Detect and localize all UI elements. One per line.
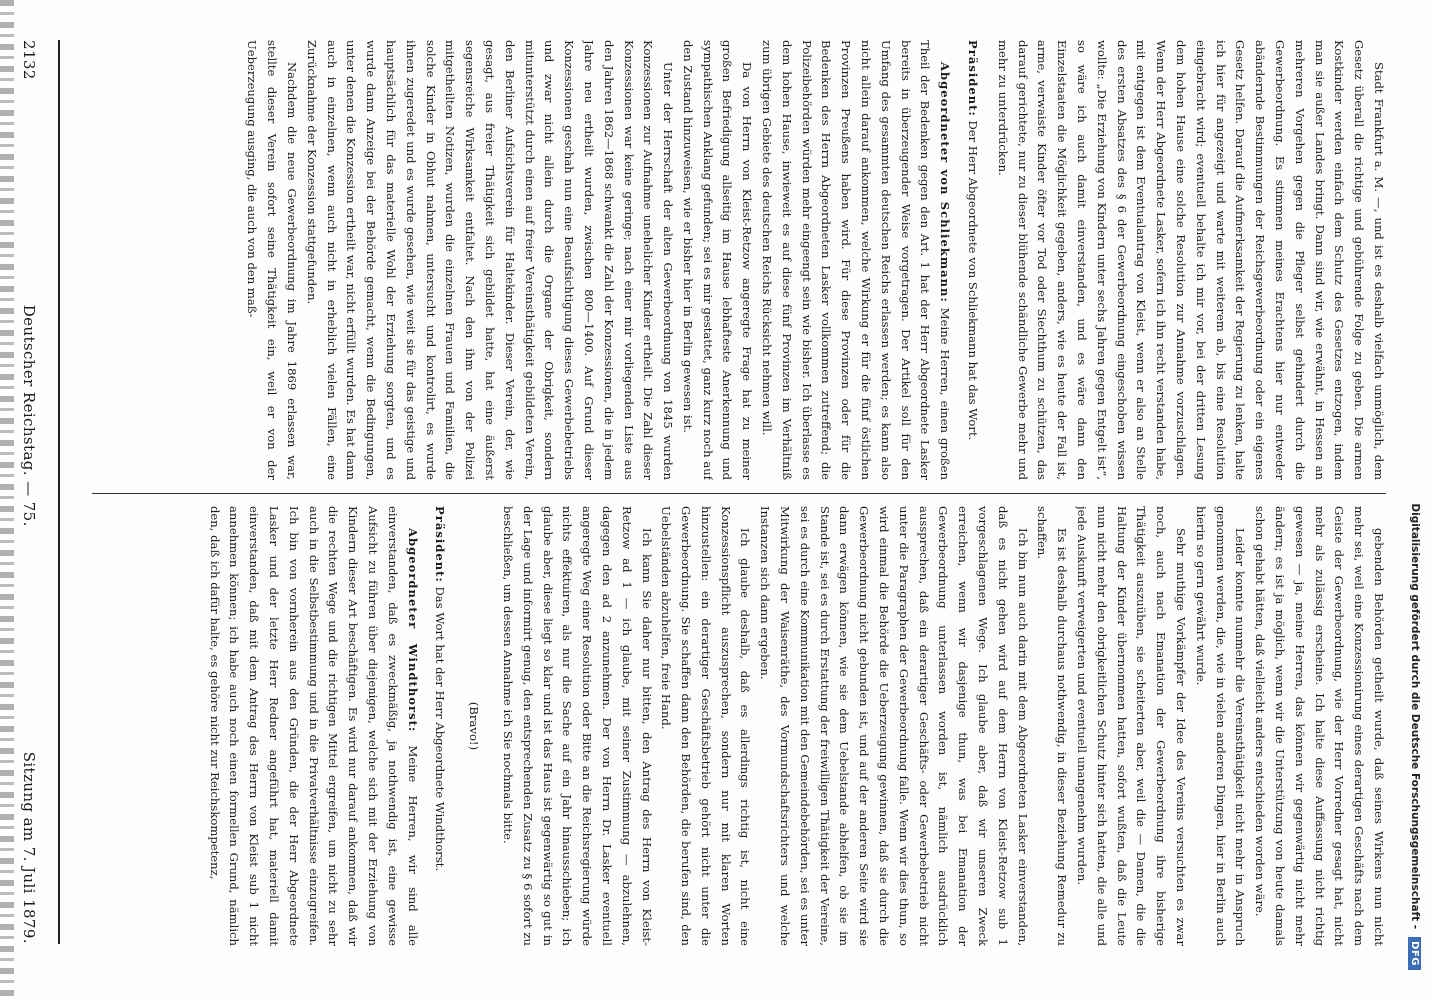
paragraph: gebenden Behörden getheilt wurde, daß seines Wirkens nun nicht mehr sei, weil eine Konzessionirung eines derartigen Geschäfts nach dem Geiste der Gewerbeordnung, wie der Herr Vorredner gesagt hat, nicht mehr als zulässig erscheine. Ich halte diese Auffassung nicht richtig gewesen — ja, meine Herren, das können wir gegenwärtig nicht mehr ändern; es ist ja möglich, wenn wir die Unterstützung von heute damals schon gehabt hätten, daß vielleicht anders entschieden worden wäre. xyxy=(1253,506,1386,946)
page-number: 2132 xyxy=(20,40,38,80)
right-column xyxy=(86,506,1388,946)
speech-text: Meine Herren, einen großen Theil der Bedenken gegen den Art. 1 hat der Herr Abgeordnete Lasker bereits in überzeugender Weise vorgetragen. Der Artikel soll für den Umfang des gesammten deutschen Reichs erlassen werden; es kann also nicht allein darauf ankommen, welche Wirkung er für die fünf östlichen Provinzen Preußens haben wird. Für diese Provinzen oder für die Bedenken des Herrn Abgeordneten Lasker vollkommen zutreffend; die Polizeibehörden würden mehr eingeengt sein wie bisher. Ich überlasse es dem hohen Hause, inwieweit es auf diese fünf Provinzen im Verhältniß zum übrigen Gebiete des deutschen Reichs Rücksicht nehmen will. xyxy=(760,40,953,480)
president-text: Das Wort hat der Herr Abgeordnete Windthorst. xyxy=(433,586,448,872)
paragraph: Leider konnte nunmehr die Vereinsthätigkeit nicht mehr in Anspruch genommen werden, die, wie in vielen anderen Dingen, hier in Berlin auch hierin so gern gewährt wurde. xyxy=(1193,506,1248,946)
applause-note: (Bravo!) xyxy=(467,701,482,751)
speaker-label: Abgeordneter von Schliekmann: xyxy=(938,62,953,303)
dfg-logo-icon: DFG xyxy=(1409,937,1422,970)
president-text: Der Herr Abgeordnete von Schliekmann hat das Wort. xyxy=(966,120,981,441)
president-note xyxy=(962,40,982,480)
publication-title: Deutscher Reichstag. — 75. xyxy=(20,304,38,527)
digitization-credit xyxy=(1402,330,1428,970)
paragraph: Ich bin nun auch darin mit dem Abgeordneten Lasker einverstanden, daß es nicht gehen wird auf dem Herrn von Kleist-Retzow sub 1 vorgeschlagenen Wege. Ich glaube aber, daß wir unseren Zweck erreichen, wenn wir dasjenige thun, was bei Emanation der Gewerbeordnung unterlassen worden ist, nämlich ausdrücklich aussprechen, daß ein derartiger Geschäfts- oder Gewerbebetrieb nicht unter die Paragraphen der Gewerbeordnung falle. Wenn wir dies thun, so wird einmal die Behörde die Ueberzeugung gewinnen, daß sie durch die Gewerbeordnung nicht gebunden ist, und auf der anderen Seite wird sie dann erwägen können, wie sie dem Uebelstande abhelfen, ob sie im Stande ist, sei es durch Erstattung der freiwilligen Thätigkeit der Vereine, sei es durch eine Kommunikation mit den Gemeindebehörden, sei es unter Mitwirkung der Waisenräthe, des Vormundschaftsrichters und welche Instanzen sich dann ergeben. xyxy=(758,506,1030,946)
paragraph: Unter der Herrschaft der alten Gewerbeordnung von 1845 wurden Konzessionen zur Aufnahme unehelicher Kinder ertheilt. Die Zahl dieser Konzessionen war keine geringe; nach einer mir vorliegenden Liste aus den Jahren 1862—1868 schwankt die Zahl der Konzessionen, die in jedem Jahre neu ertheilt wurden, zwischen 800—1400. Auf Grund dieser Konzessionen geschah nun eine Beaufsichtigung dieses Gewerbebetriebs und zwar nicht allein durch die Organe der Obrigkeit, sondern mitunterstützt durch einen auf freier Vereinsthätigkeit gebildeten Verein, den Berliner Aufsichtsverein für Haltekinder. Dieser Verein, der, wie gesagt, aus freier Thätigkeit sich gebildet hatte, hat eine äußerst segensreiche Wirksamkeit entfaltet. Nach den ihm von der Polizei mitgetheilten Notizen, wurden die einzelnen Frauen und Familien, die solche Kinder in Obhut nahmen, untersucht und kontrolirt, es wurde ihnen zugeredet und es wurde gesehen, wie weit sie für das geistige und hauptsächlich für das materielle Wohl der Erziehung sorgten, und es wurde dann Anzeige bei der Behörde gemacht, wenn die Bedingungen, unter denen die Konzession ertheilt war, nicht erfüllt wurden. Es hat dann auch in einzelnen, wenn auch nicht in erheblich vielen Fällen, eine Zurücknahme der Konzession stattgefunden. xyxy=(304,40,676,480)
paragraph: Ich kann Sie daher nur bitten, den Antrag des Herrn von Kleist-Retzow ad 1 — ich glaube, mit seiner Zustimmung — abzulehnen, dagegen den ad 2 anzunehmen. Der von Herrn Dr. Lasker eventuell angeregte Weg einer Resolution oder Bitte an die Reichsregierung würde nichts effektuiren, als nur die Sache auf ein Jahr hinausschieben; ich glaube aber, diese liegt so klar und ist das Haus ist gegenwärtig so gut in der Lage und informirt genug, den entsprechenden Zusatz zu § 6 sofort zu beschließen, um dessen Annahme ich Sie nochmals bitte. xyxy=(500,506,654,946)
president-note xyxy=(430,506,450,946)
paragraph: Es ist deshalb durchaus nothwendig, in dieser Beziehung Remedur zu schaffen. xyxy=(1035,506,1070,946)
header-rule xyxy=(58,40,60,944)
speech-paragraph xyxy=(756,40,954,480)
paragraph: Nachdem die neue Gewerbeordnung im Jahre 1869 erlassen war, stellte dieser Verein sofort seine Thätigkeit ein, weil er von der Ueberzeugung ausging, die auch von den maß- xyxy=(245,40,299,480)
session-date: Sitzung am 7. Juli 1879. xyxy=(20,751,38,944)
column-divider xyxy=(92,493,1386,494)
paragraph: Ich glaube deshalb, daß es allerdings richtig ist, nicht eine Konzessionspflicht auszusprechen, sondern nur mit klaren Worten hinzustellen: ein derartiger Geschäftsbetrieb gehört nicht unter die Gewerbeordnung. Sie schaffen dann den Behörden, die berufen sind, den Uebelständen abzuhelfen, freie Hand. xyxy=(659,506,753,946)
scan-edge-strip xyxy=(0,0,14,1000)
president-label: Präsident: xyxy=(966,40,981,117)
paragraph: Sehr muthige Vorkämpfer der Idee des Vereins versuchten es zwar noch, auch nach Emanation der Gewerbeordnung ihre bisherige Thätigkeit auszuüben, sie scheiterten aber, weil die — Damen, die die Haltung der Kinder übernommen hatten, sofort wußten, daß die Leute nun nicht mehr den obrigkeitlichen Schutz hinter sich hatten, die alle und jede Auskunft verweigerten und eventuell unangenehm wurden. xyxy=(1075,506,1189,946)
paragraph: Stadt Frankfurt a. M. —, und ist es deshalb vielfach unmöglich, dem Gesetz überall die richtige und gebührende Folge zu geben. Die armen Kostkinder werden einfach dem Schutz des Gesetzes entzogen, indem man sie außer Landes bringt. Dann sind wir, wie erwähnt, in Hessen an mehreren Vorgehen gegen die Pfleger selbst gehindert durch die Gewerbeordnung. Es stimmen meines Erachtens hier nur entweder abändernde Bestimmungen der Reichsgewerbeordnung oder ein eigenes Gesetz helfen. Darauf die Aufmerksamkeit der Regierung zu lenken, halte ich hier für angezeigt und warte mit weiterem ab, bis eine Resolution eingebracht wird; eventuell behalte ich mir vor, bei der dritten Lesung dem hohen Hause eine solche Resolution zur Annahme vorzuschlagen. Wenn der Herr Abgeordnete Lasker, sofern ich ihn recht verstanden habe, mit entgegen ist dem Eventualantrag von Kleist, wenn er also an Stelle des ersten Absatzes des § 6 der Gewerbeordnung eingeschoben wissen wollte: „Die Erziehung von Kindern unter sechs Jahren gegen Entgelt ist“, so wäre ich auch damit einverstanden, und es wäre dann den Einzelstaaten die Möglichkeit gegeben, anders, wie es heute der Fall ist, arme, verwaiste Kinder öfter vor Tod oder Siechthum zu schützen, das darauf gerichtete, nur zu dieser blühende schändliche Gewerbe mehr und mehr zu unterdrücken. xyxy=(995,40,1386,480)
speech-paragraph xyxy=(204,506,422,946)
paragraph: Da von Herrn von Kleist-Retzow angeregte Frage hat zu meiner großen Befriedigung allseitig im Hause lebhafteste Anerkennung und sympathischen Anklang gefunden; sei es mir gestattet, ganz kurz noch auf den Zustand hinzuweisen, wie er bisher hier in Berlin gewesen ist. xyxy=(680,40,755,480)
speech-text: Meine Herren, wir sind alle einverstanden, daß es zweckmäßig, ja nothwendig ist, eine gewisse Aufsicht zu führen über diejenigen, welche sich mit der Erziehung von Kindern dieser Art beschäftigen. Es wird nur darauf ankommen, daß wir die rechten Wege und die richtigen Mittel ergreifen, um nicht zu sehr auch in die Selbstbestimmung und in die Privatverhältnisse einzugreifen. Ich bin von vornherein aus den Gründen, die der Herr Abgeordnete Lasker und der letzte Herr Redner angeführt hat, materiell damit einverstanden, daß mit dem Antrag des Herrn von Kleist sub 1 nicht annehmen können; ich habe auch noch einen formellen Grund, nämlich den, daß ich dafür halte, es gehöre nicht zur Reichskompetenz, xyxy=(207,506,420,946)
credit-text: Digitalisierung gefördert durch die Deutsche Forschungsgemeinschaft - xyxy=(1409,503,1421,930)
page-header xyxy=(20,40,46,944)
president-label: Präsident: xyxy=(433,506,448,583)
speaker-label: Abgeordneter Windthorst: xyxy=(405,528,420,733)
left-column xyxy=(86,40,1388,480)
